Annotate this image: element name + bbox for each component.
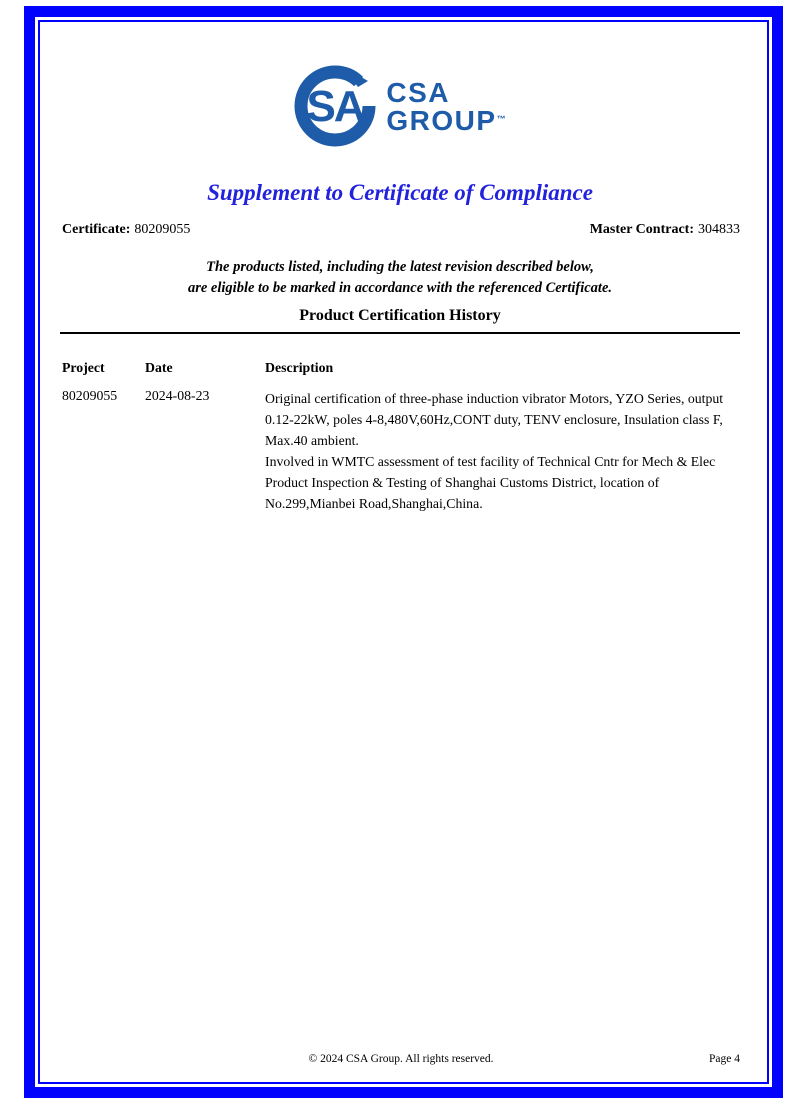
page-number: Page 4 (709, 1053, 740, 1065)
history-table (62, 360, 744, 514)
page-footer (62, 1053, 740, 1069)
column-header-date: Date (145, 360, 173, 375)
table-row (62, 388, 744, 514)
trademark-symbol: ™ (496, 113, 506, 124)
column-header-project: Project (62, 360, 105, 375)
certificate-row (62, 222, 740, 238)
eligibility-statement (0, 257, 800, 299)
svg-text:SA: SA (306, 82, 364, 131)
copyright-notice: © 2024 CSA Group. All rights reserved. (308, 1053, 494, 1065)
description-paragraph-2: Involved in WMTC assessment of test facility of Technical Cntr for Mech & Elec Product Inspection & Testing of Shanghai Customs District, location of No.299,Mianbei Road,Shanghai,China. (265, 454, 716, 511)
csa-wordmark-line2: GROUP™ (386, 104, 506, 136)
history-table-header (62, 360, 744, 376)
master-contract-value: 304833 (698, 222, 740, 237)
statement-line-1: The products listed, including the latest revision described below, (206, 259, 594, 275)
statement-line-2: are eligible to be marked in accordance with the referenced Certificate. (187, 280, 613, 296)
cell-description (265, 388, 744, 514)
master-contract-label: Master Contract: (589, 222, 694, 237)
certificate-number (62, 222, 190, 238)
certificate-label: Certificate: (62, 222, 131, 237)
master-contract (590, 222, 740, 238)
description-paragraph-1: Original certification of three-phase induction vibrator Motors, YZO Series, output 0.12-22kW, poles 4-8,480V,60Hz,CONT duty, TENV enclosure, Insulation class F, Max.40 ambient. (265, 391, 724, 448)
column-header-description: Description (265, 360, 334, 375)
csa-wordmark-line1: CSA (386, 76, 451, 108)
certificate-value: 80209055 (134, 222, 191, 237)
csa-wordmark (386, 76, 506, 136)
section-title: Product Certification History (299, 307, 501, 324)
csa-monogram-icon (294, 65, 376, 147)
section-divider (60, 332, 740, 334)
cell-project: 80209055 (62, 388, 118, 403)
document-title: Supplement to Certificate of Compliance (207, 180, 593, 205)
page-border-outer (24, 6, 783, 1098)
csa-group-logo (0, 64, 800, 148)
cell-date: 2024-08-23 (145, 388, 210, 403)
